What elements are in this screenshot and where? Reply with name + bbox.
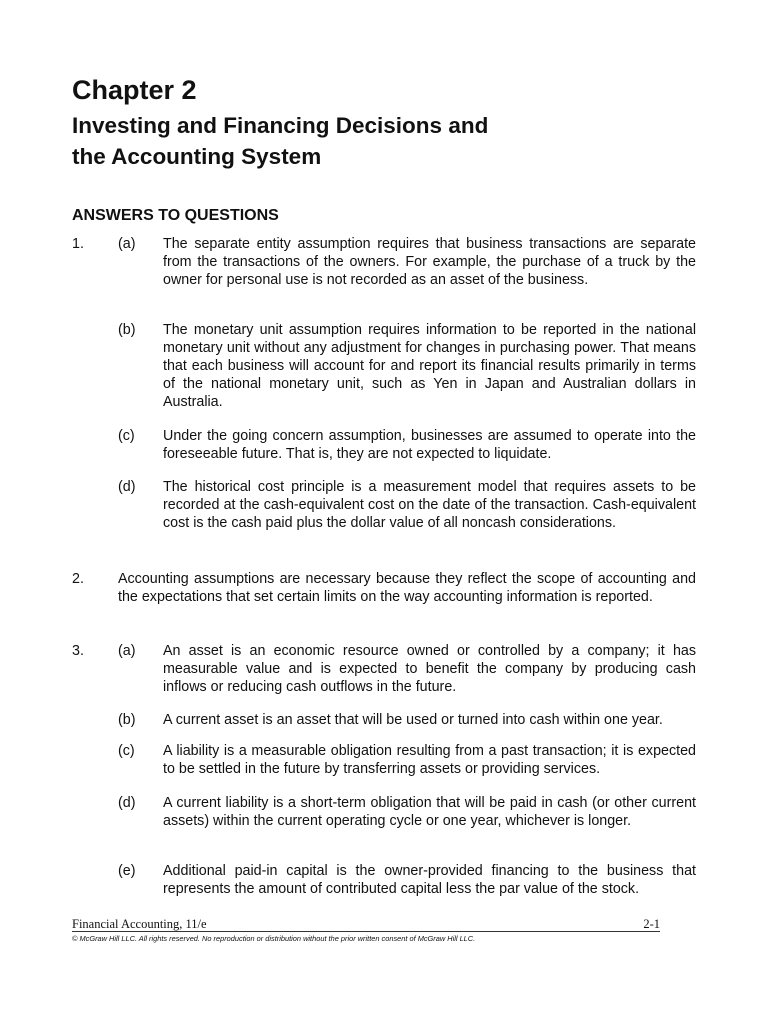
answer-text: A current asset is an asset that will be used or turned into cash within one year.	[163, 712, 663, 728]
question-3e	[72, 862, 696, 898]
part-letter: (b)	[118, 322, 136, 338]
part-letter: (b)	[118, 712, 136, 728]
question-1d	[72, 478, 696, 550]
answer-text: The historical cost principle is a measurement model that requires assets to be recorded at the cash-equivalent cost on the date of the transaction. Cash-equivalent cost is the cash paid plus the dollar value of all noncash considerations.	[163, 479, 696, 531]
question-2	[72, 570, 696, 624]
part-letter: (a)	[118, 643, 136, 659]
answer-text: Accounting assumptions are necessary because they reflect the scope of accounting and the expectations that set certain limits on the way accounting information is reported.	[118, 571, 696, 605]
footer-copyright: © McGraw Hill LLC. All rights reserved. No reproduction or distribution without the prior written consent of McGraw Hill LLC.	[72, 934, 476, 943]
answer-text: The separate entity assumption requires that business transactions are separate from the transactions of the owners. For example, the purchase of a truck by the owner for personal use is not recorded as an asset of the business.	[163, 236, 696, 288]
part-letter: (d)	[118, 795, 136, 811]
chapter-title: Chapter 2	[72, 75, 197, 105]
chapter-subtitle-line2: the Accounting System	[72, 144, 322, 169]
question-3b	[72, 711, 696, 729]
section-heading: ANSWERS TO QUESTIONS	[72, 207, 279, 224]
part-letter: (c)	[118, 743, 135, 759]
question-number: 3.	[72, 643, 84, 659]
part-letter: (a)	[118, 236, 136, 252]
answer-text: A current liability is a short-term obligation that will be paid in cash (or other current assets) within the current operating cycle or one year, whichever is longer.	[163, 795, 696, 829]
answer-text: An asset is an economic resource owned or controlled by a company; it has measurable value and is expected to benefit the company by producing cash inflows or reducing cash outflows in the future.	[163, 643, 696, 695]
question-number: 2.	[72, 571, 84, 587]
question-1b	[72, 321, 696, 411]
part-letter: (c)	[118, 428, 135, 444]
chapter-subtitle-line1: Investing and Financing Decisions and	[72, 113, 489, 138]
question-number: 1.	[72, 236, 84, 252]
question-3d	[72, 794, 696, 848]
answer-text: The monetary unit assumption requires information to be reported in the national monetary unit without any adjustment for changes in purchasing power. That means that each business will account for and report its financial results primarily in terms of the national monetary unit, such as Yen in Japan and Australian dollars in Australia.	[163, 322, 696, 410]
footer-divider	[72, 931, 660, 932]
question-3a	[72, 642, 696, 696]
question-1a	[72, 235, 696, 307]
footer-page-number: 2-1	[643, 917, 660, 931]
answer-text: Additional paid-in capital is the owner-provided financing to the business that represents the amount of contributed capital less the par value of the stock.	[163, 863, 696, 897]
question-3c	[72, 742, 696, 778]
answer-text: A liability is a measurable obligation resulting from a past transaction; it is expected to be settled in the future by transferring assets or providing services.	[163, 743, 696, 777]
footer-book-title: Financial Accounting, 11/e	[72, 917, 207, 931]
part-letter: (d)	[118, 479, 136, 495]
chapter-subtitle	[72, 110, 692, 172]
part-letter: (e)	[118, 863, 136, 879]
answer-text: Under the going concern assumption, businesses are assumed to operate into the foreseeable future. That is, they are not expected to liquidate.	[163, 428, 696, 462]
question-1c	[72, 427, 696, 463]
